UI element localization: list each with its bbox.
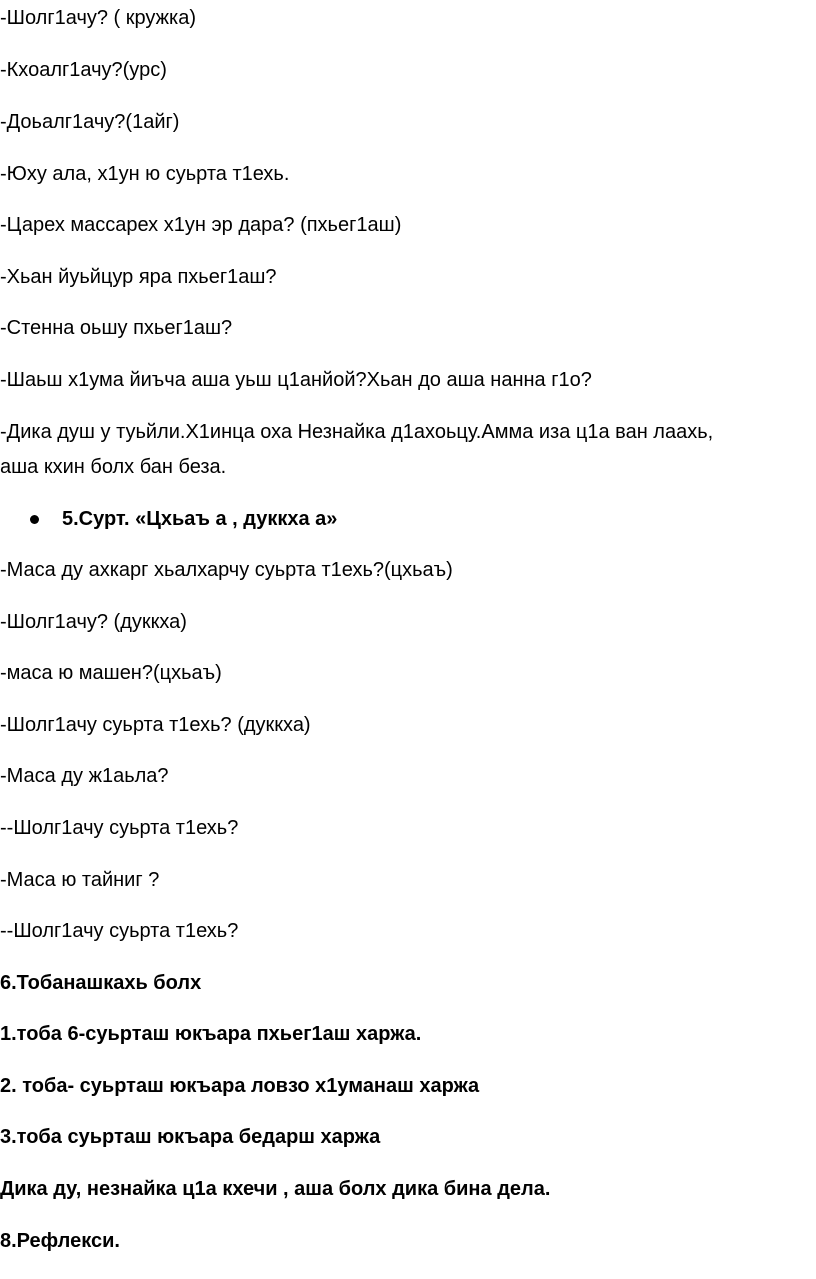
task-line: 3.тоба суьрташ юкъара бедарш харжа (0, 1126, 381, 1148)
text-line: -Дика душ у туьйли.Х1инца оха Незнайка д1ахоьцу.Амма иза ц1а ван лаахь, (0, 421, 714, 443)
text-line: -Кхоалг1ачу?(урс) (0, 59, 167, 81)
text-line: -Царех массарех х1ун эр дара? (пхьег1аш) (0, 214, 402, 236)
text-line: -Доьалг1ачу?(1айг) (0, 111, 180, 133)
text-line: -маса ю машен?(цхьаъ) (0, 662, 222, 684)
text-line: аша кхин болх бан беза. (0, 456, 227, 478)
text-line: --Шолг1ачу суьрта т1ехь? (0, 817, 239, 839)
text-line: -Шолг1ачу суьрта т1ехь? (дуккха) (0, 714, 311, 736)
task-line: 2. тоба- суьрташ юкъара ловзо х1уманаш харжа (0, 1075, 480, 1097)
text-line: -Стенна оьшу пхьег1аш? (0, 317, 233, 339)
text-line: -Шаьш х1ума йиъча аша уьш ц1анйой?Хьан до аша нанна г1о? (0, 369, 592, 391)
section-heading: 8.Рефлекси. (0, 1230, 120, 1252)
text-line: -Маса ду ахкарг хьалхарчу суьрта т1ехь?(цхьаъ) (0, 559, 453, 581)
bullet-icon (30, 515, 39, 524)
text-line: -Шолг1ачу? (дуккха) (0, 611, 187, 633)
text-line: -Шолг1ачу? ( кружка) (0, 7, 196, 29)
section-heading: 5.Сурт. «Цхьаъ а , дуккха а» (62, 508, 338, 530)
text-line: -Маса ду ж1аьла? (0, 765, 169, 787)
text-line: -Маса ю тайниг ? (0, 869, 160, 891)
task-line: 1.тоба 6-суьрташ юкъара пхьег1аш харжа. (0, 1023, 422, 1045)
text-line: -Хьан йуьйцур яра пхьег1аш? (0, 266, 277, 288)
text-line: --Шолг1ачу суьрта т1ехь? (0, 920, 239, 942)
text-line: Дика ду, незнайка ц1а кхечи , аша болх дика бина дела. (0, 1178, 551, 1200)
text-line: -Юху ала, х1ун ю суьрта т1ехь. (0, 163, 290, 185)
section-heading: 6.Тобанашкахь болх (0, 972, 202, 994)
